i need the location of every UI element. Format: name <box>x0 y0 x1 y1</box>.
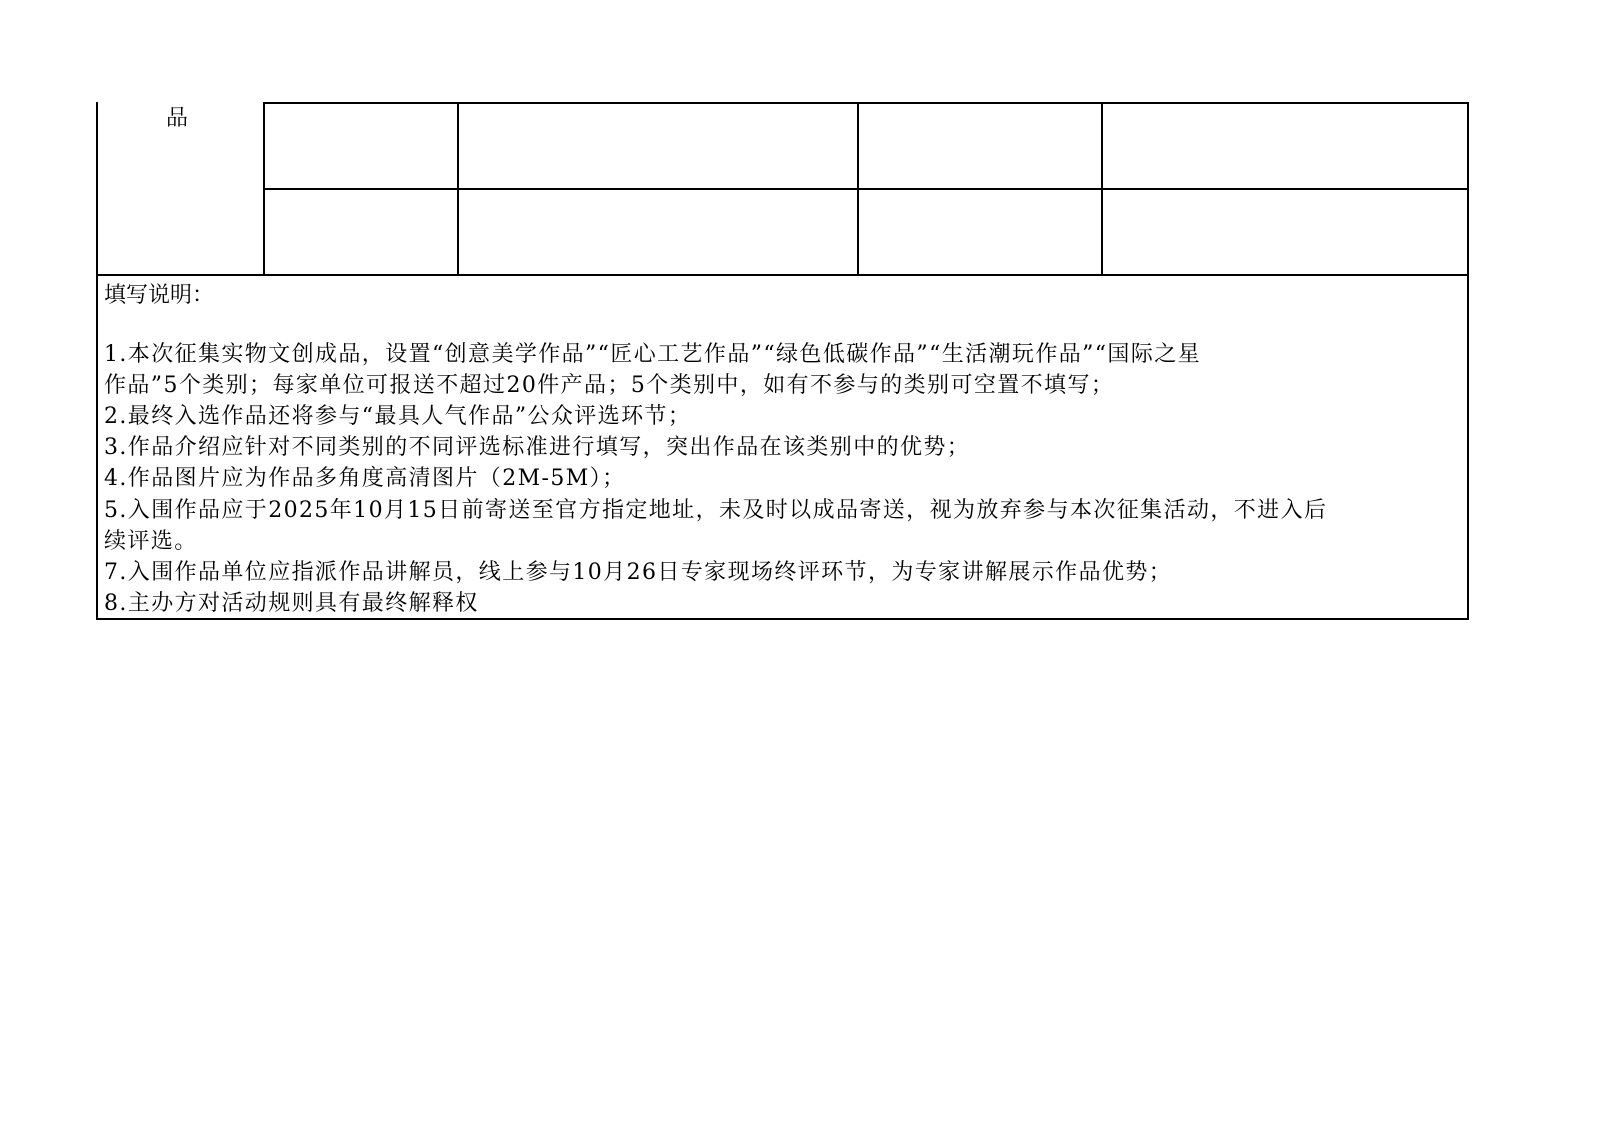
table-border-left <box>96 102 98 276</box>
table-cell-empty[interactable] <box>265 104 457 188</box>
table-cell-empty[interactable] <box>1103 190 1467 274</box>
instruction-line: 8.主办方对活动规则具有最终解释权 <box>104 591 479 616</box>
instruction-line: 4.作品图片应为作品多角度高清图片（2M-5M）； <box>104 466 626 491</box>
instructions-title: 填写说明： <box>104 283 215 308</box>
instruction-line: 7.入围作品单位应指派作品讲解员，线上参与10月26日专家现场终评环节，为专家讲解展示作品优势； <box>104 560 1173 585</box>
entry-table <box>96 102 1469 276</box>
table-cell-empty[interactable] <box>459 190 857 274</box>
table-cell-empty[interactable] <box>859 190 1101 274</box>
table-cell-empty[interactable] <box>859 104 1101 188</box>
table-cell-empty[interactable] <box>1103 104 1467 188</box>
table-cell-empty[interactable] <box>459 104 857 188</box>
instruction-line: 2.最终入选作品还将参与“最具人气作品”公众评选环节； <box>104 404 692 429</box>
instruction-line: 1.本次征集实物文创成品，设置“创意美学作品”“匠心工艺作品”“绿色低碳作品”“生活潮玩作品”“国际之星 <box>104 342 1202 367</box>
instruction-line: 续评选。 <box>104 529 198 554</box>
instruction-line: 5.入围作品应于2025年10月15日前寄送至官方指定地址，未及时以成品寄送，视为放弃参与本次征集活动，不进入后 <box>104 498 1328 523</box>
table-cell-empty[interactable] <box>265 190 457 274</box>
instructions-box <box>96 275 1469 620</box>
instruction-line: 3.作品介绍应针对不同类别的不同评选标准进行填写，突出作品在该类别中的优势； <box>104 435 971 460</box>
category-label-fragment: 品 <box>166 106 189 131</box>
instruction-line: 作品”5个类别；每家单位可报送不超过20件产品；5个类别中，如有不参与的类别可空置不填写； <box>104 373 1115 398</box>
